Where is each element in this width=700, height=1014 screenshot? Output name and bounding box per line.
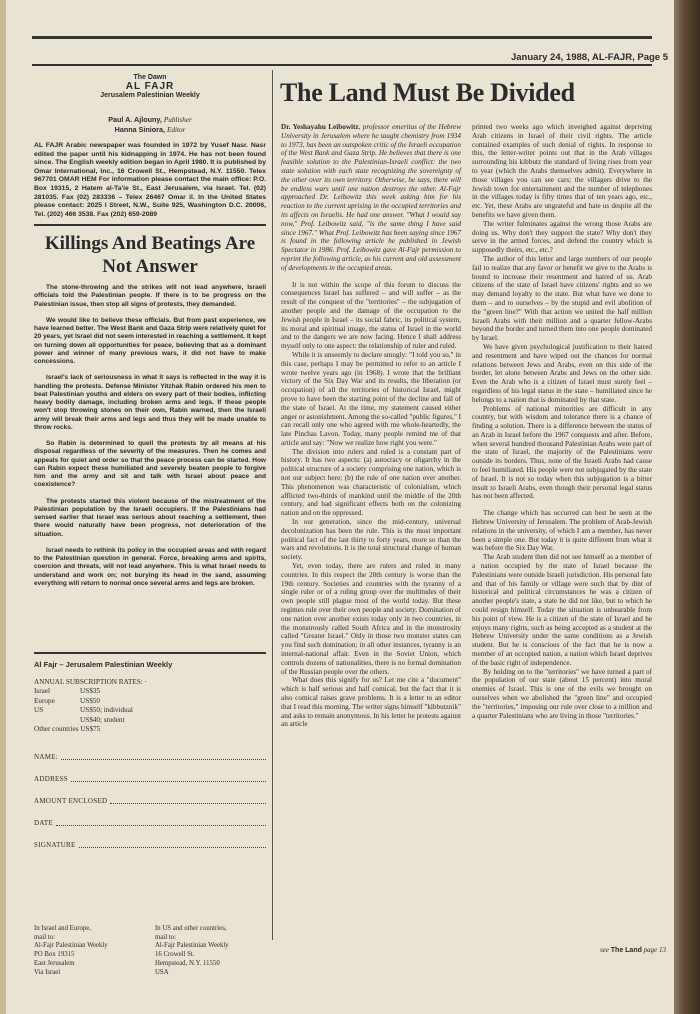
rates-other: Other countries US$75 (34, 725, 101, 734)
article-paragraph: printed two weeks ago which inveighed against depriving Arab citizens in Israel of their civil rights. The article contained examples of such denial of rights. In response to this, the letter-writer points out that in the Arab villages surrounding his kibbutz the standard of living rises from year to year (which the Arabs themselves admit). Everywhere in those villages you can see cars; the villagers drive to the Jewish town for entertainment and the number of telephones in the villages today is fifty times that of ten years ago, etc., etc. Yet, these Arabs are ungrateful and hate us despite all the benefits we have given them. (472, 123, 652, 219)
article-headline: The Land Must Be Divided (280, 78, 575, 107)
masthead-name: AL FAJR (125, 81, 175, 92)
continuation-page: page 13 (643, 946, 666, 954)
article-paragraph: It is not within the scope of this forum to discuss the consequences Israel has suffered – and will suffer – as the result of the conquest of the "territories" – the subjugation of another people and the damage of the occupation to the Jewish people in Israel – its social fabric, its political system, its moral and spiritual image, the status of Israel in the world and to the dangers we are now facing. Hence I shall address myself only to one aspect: the relationship of ruler and ruled. (281, 280, 461, 351)
mailing-addresses (34, 925, 266, 977)
paper-intro: AL FAJR Arabic newspaper was founded in 1972 by Yusef Nasr. Nasr edited the paper until his kidnapping in 1974. He has not been found since. The English weekly edition began in April 1980. It is published by Omar International, Inc., 16 Crowell St., Hempstead, N.Y. 11550. Telex 967701 OMAR HEM For information please contact the main office: P.O. Box 19315, 2 Hatem al-Ta'ie St., East Jerusalem, via Israel. Tel. (02) 281035. Fax (02) 283336 – Telex 26467 Omar il. In the United States please contact: 2025 I Street, N.W., Suite 925, Washington D.C. 20006, Tel. (202) 466 3538. Fax (202) 659-2089 (34, 142, 266, 218)
article-intro (281, 123, 461, 273)
masthead-line3: Jerusalem Palestinian Weekly (100, 92, 200, 99)
binding-spine (674, 0, 700, 1014)
article-column-1 (281, 123, 461, 729)
field-label: DATE (34, 819, 54, 828)
field-blank[interactable] (79, 847, 266, 848)
staff-box (34, 115, 266, 135)
continuation-see: see (600, 946, 610, 954)
date-field[interactable] (34, 806, 266, 828)
mail-address-israel (34, 925, 145, 977)
rates-table (34, 687, 266, 725)
article-paragraph: While it is unseemly to declare smugly: "I told you so," in this case, perhaps I may be permitted to refer to an article I wrote twelve years ago (in 1968). I wrote that the brilliant victory of the Six Day War and its results, the liberation (or occupation) of all the territories of historical Israel, might prove to have been the starting point of the decline and fall of the state of Israel. At the time, my statement caused either anger or astonishment. Among the so-called "public figures," I can recall only one who agreed with me whole-heartedly, the late Pinchas Lavon. Today, many people remind me of that article and say: "Now we realize how right you were." (281, 350, 461, 447)
rate-region: Israel (34, 687, 50, 696)
publisher-role: Publisher (163, 116, 192, 124)
header-rule (32, 36, 652, 39)
address-line: 16 Crowell St. (155, 951, 195, 959)
address-line: Al-Fajr Palestinian Weekly (155, 942, 229, 950)
address-field[interactable] (34, 762, 266, 784)
publisher-name: Paul A. Ajlouny, (108, 115, 162, 124)
section-divider (34, 652, 266, 654)
editorial-paragraph: Israel needs to rethink its policy in the occupied areas and with regard to the Palestinian question in general. Force, breaking arms and spirits, coercion and threats, will not lead anywhere. This is what Israel needs to understand and work on; not burying its head in the sand, assuming everything will return to normal once several arms and legs are broken. (34, 546, 266, 587)
editorial-paragraph: We would like to believe these officials. But from past experience, we have learned better. The West Bank and Gaza Strip were relatively quiet for 20 years, yet Israel did not seem interested in reaching a settlement. It kept on turning down all opportunities for peace, believing that as a dominant power and winner of many previous wars, it did not have to make concessions. (34, 316, 266, 365)
address-line: PO Box 19315 (34, 951, 75, 959)
field-blank[interactable] (56, 825, 266, 826)
column-rule (272, 70, 273, 940)
rate-price: US$50; individual (80, 706, 133, 715)
address-line: USA (155, 968, 169, 976)
address-line: mail to: (155, 933, 176, 941)
section-divider (34, 224, 266, 226)
field-label: NAME: (34, 753, 59, 762)
article-paragraph: By holding on to the "territories" we have turned a part of the population of our state (about 15 percent) into moral enemies of Israel. This is one of the evils we brought on ourselves when we abolished the "green line" and occupied the "territories," imposing our rule over close to a million and a quarter Palestinians who are living in those "territories." (472, 667, 652, 720)
editor-role: Editor (166, 126, 186, 134)
rate-region: US (34, 706, 44, 715)
rates-title: ANNUAL SUBSCRIPTION RATES: · (34, 678, 147, 686)
rate-region: Europe (34, 696, 55, 705)
rate-region (34, 716, 80, 725)
editorial-title: Killings And Beatings Are Not Answer (44, 233, 256, 277)
name-field[interactable] (34, 740, 266, 762)
address-line: In US and other countries, (155, 925, 227, 932)
editorial-paragraph: Israel's lack of seriousness in what it says is reflected in the way it is handling the protests. Defense Minister Yitzhak Rabin ordered his men to beat Palestinian youths and elders on every part of their bodies, inflicting heavy bodily damage, including broken arms and legs. If these people won't stop throwing stones on their own, Rabin warned, then the Israeli army will break their arms and legs and thus they will be made unable to throw rocks. (34, 374, 266, 431)
article-paragraph: Yet, even today, there are rulers and ruled in many countries. In this respect the 20th century is worse than the 19th century. Societies and countries with the tyranny of a single ruler or of a ruling group over the multitudes of their own people still plague most of the world today. But these regimes rule over their own people and society. Domination of one nation over another exists today only in two countries, in the monstrously called South Africa and in the monstrosity called "Greater Israel." Only in those two monster states can you find such domination; in all other instances, tyranny is an internal-national affair. Even in the Soviet Union, which controls dozens of nationalities, there is no formal domination of the Russian people over the others. (281, 562, 461, 676)
article-paragraph: The author of this letter and large numbers of our people fail to realize that any favor or benefit we give to the Arabs is bound to increase their resentment and hatred of us. Arab citizens of the state of Israel have citizens' rights and so we may demand loyalty to the state. But what have we done to them – and to ourselves – by the stupid and evil abolition of the "green line?" With that action we united the half million Israeli Arabs with their million and a quarter fellow-Arabs beyond the border and turned them into one people dominated by Israel. (472, 254, 652, 343)
address-line: Hempstead, N.Y. 11550 (155, 959, 220, 967)
address-line: In Israel and Europe, (34, 925, 91, 932)
editorial-paragraph: So Rabin is determined to quell the protests by all means at his disposal regardless of the severity of the measures. Then he comes and appeals for quiet and order so that the peace process can be started. How can Rabin expect these humiliated and severely beaten people to forgive him and the army and sit and talk with Israel about peace and coexistence? (34, 440, 266, 489)
article-paragraph: We have given psychological justification to their hatred and resentment and have wiped out the chances for normal relations between Jews and Arabs, even on this side of the border, let alone between Arabs and Jews on the other side. Even the Arab who is a citizen of Israel must surely feel – regardless of his legal status in the state – humiliated since he belongs to a nation that is dominated by that state. (472, 342, 652, 404)
article-byline: Dr. Yeshayahu Leibowitz (281, 123, 359, 131)
mail-address-us (155, 925, 266, 977)
continuation-note (600, 946, 666, 954)
editor-name: Hanna Siniora, (114, 125, 165, 134)
article-paragraph: What does this signify for us? Let me cite a "document" which is half serious and half comical, but the fact that it is also comical raises grave problems. It is a letter to an editor that I read this morning. The writer signs himself "kibbutznik" and asks to remain anonymous. In his letter he protests against an article (281, 676, 461, 729)
amount-field[interactable] (34, 784, 266, 806)
field-blank[interactable] (71, 781, 266, 782)
editorial-body (34, 284, 266, 596)
article-paragraph: The writer fulminates against the wrong those Arabs are doing us. Why don't they support the state? Why don't they serve in the armed forces, and defend the country which is supposedly theirs, etc., etc.? (472, 219, 652, 255)
address-line: East Jerusalem (34, 959, 75, 967)
article-paragraph: The division into rulers and ruled is a constant part of history. It has two aspects: (a) autocracy or oligarchy in the political structure of a society comprising one nation, which is not our subject here; (b) the rule of one nation over another. This phenomenon was characteristic of colonialism, which afflicted two-thirds of mankind until the middle of the 20th century, and had significant effects both on the colonizing nation and on the oppressed. (281, 447, 461, 518)
field-blank[interactable] (110, 803, 266, 804)
subscription-form (34, 678, 266, 850)
rate-price: US$40; student (80, 715, 125, 724)
masthead (34, 73, 266, 100)
continuation-label: The Land (610, 947, 642, 954)
article-paragraph: The Arab student then did not see himself as a member of a nation occupied by the state of Israel because the Palestinians were outside Israeli jurisdiction. His personal fate and that of his family or village were such that by dint of historical and political circumstances he was a citizen of another people's state, a state he did not like, but to which he could resign himself. Today the situation is unbearable from his point of view. He is a citizen of the state of Israel and he enjoys many rights, such as being accepted as a student at the Hebrew University under the same conditions as a Jewish student. But he is conscious of the fact that he is now a member of an occupied nation, a nation which Israel deprives of the basic right of independence. (472, 553, 652, 667)
field-label: SIGNATURE (34, 841, 76, 850)
address-line: Via Israel (34, 968, 61, 976)
field-label: ADDRESS (34, 775, 68, 784)
field-label: AMOUNT ENCLOSED (34, 797, 108, 806)
article-paragraph: The change which has occurred can best be seen at the Hebrew University of Jerusalem. The problem of Arab-Jewish relations in the university, of which I am a member, has never been a simple one. But today it is quite different from what it was before the Six Day War. (472, 509, 652, 553)
article-paragraph: In our generation, since the mid-century, universal decolonization has been the rule. This is the most important political fact of the last thirty to forty years, more so than the wars and revolutions. It is the total structural change of human society. (281, 518, 461, 562)
masthead-line1: The Dawn (133, 74, 167, 81)
rate-price: US$35 (80, 687, 100, 696)
article-column-2 (472, 123, 652, 720)
editorial-paragraph: The protests started this violent because of the mistreatment of the Palestinian population by the Israeli occupiers. If the Palestinians had sensed earlier that Israel was serious about reaching a settlement, then there would naturally have been progress, not deterioration of the situation. (34, 497, 266, 538)
address-line: Al-Fajr Palestinian Weekly (34, 942, 108, 950)
page-folio: January 24, 1988, AL-FAJR, Page 5 (510, 52, 668, 63)
editorial-paragraph: The stone-throwing and the strikes will not lead anywhere, Israeli officials told the Palestinian people. If there is to be progress on the Palestinian issue, then stop all signs of protests, they demanded. (34, 284, 266, 308)
folio-rule (32, 64, 652, 66)
signature-field[interactable] (34, 828, 266, 850)
subscription-heading: Al Fajr – Jerusalem Palestinian Weekly (34, 660, 173, 669)
field-blank[interactable] (61, 759, 266, 760)
article-paragraph: Problems of national minorities are difficult in any country, but with wisdom and tolerance there is a chance of finding a solution. There is a difference between the status of an Arab in Israel before the 1967 conquests and after. Before, when several hundred thousand Palestinian Arabs were part of the state of Israel, the majority of the Palestinians were outside its borders. Thus, none of the Israeli Arabs had cause to feel humiliated. His people were not subjugated by the state of Israel. It is not so today when this subjugation is a bitter insult to Israeli Arabs, even though their personal legal status has not been affected. (472, 404, 652, 501)
article-intro-text: , professor emeritus of the Hebrew University in Jerusalem where he taught chemistry from 1934 to 1973, has been an outspoken critic of the Israeli occupation of the West Bank and Gaza Strip. He believes that there is one feasible solution to the Palestinian-Israeli conflict: the two state solution with each state recognizing the sovereignty of the other over its own territory. Otherwise, he says, there will be endless wars until one nation destroys the other. Al-Fajr approached Dr. Leibowitz this week asking him for his reaction to the current uprising in the occupied territories and its affects on Israelis. He had one answer. "What I would say now," Prof. Leibowitz said, "is the same thing I have said since 1967." What Prof. Leibowitz has been saying since 1967 is found in the following article he published in Jewish Spectator in 1986. Prof. Leibowitz gave Al-Fajr permission to reprint the following article, as his current and old assessment of developments in the occupied areas. (281, 123, 461, 272)
rate-price: US$50 (80, 696, 100, 705)
address-line: mail to: (34, 933, 55, 941)
